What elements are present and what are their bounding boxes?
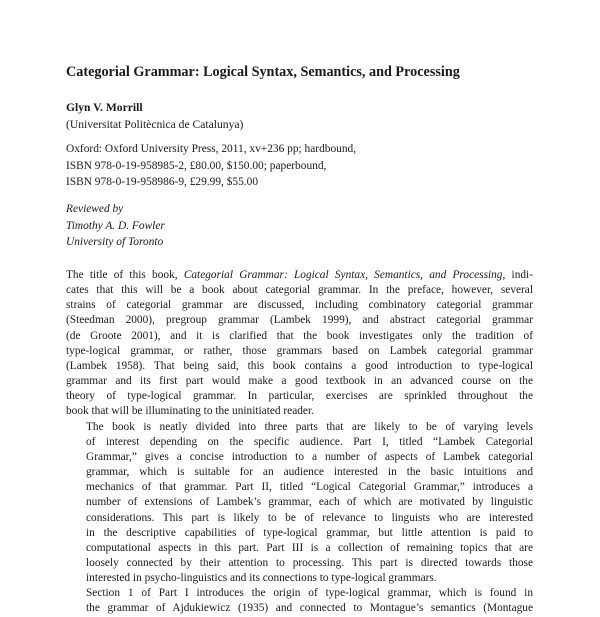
text-line: of interest depending on the specific audience. Part I, titled “Lambek Categorial (86, 435, 533, 448)
text-line: (Lambek 1958). That being said, this book contains a good introduction to type-logical (66, 359, 533, 372)
review-body (66, 268, 533, 617)
reviewer-affiliation: University of Toronto (66, 236, 164, 248)
text-line: (Steedman 2000), pregroup grammar (Lambek 1999), and abstract categorial grammar (66, 314, 533, 327)
publication-line: ISBN 978-0-19-958985-2, £80.00, $150.00; paperbound, (66, 159, 327, 172)
text-line: type-logical grammar, or rather, those grammars based on Lambek categorial grammar (66, 344, 533, 357)
text-line: the grammar of Ajdukiewicz (1935) and connected to Montague’s semantics (Montague (86, 602, 533, 615)
text-line: interested in psycho-linguistics and its connections to type-logical grammars. (86, 572, 437, 585)
paragraph-3 (66, 586, 533, 616)
author-block (66, 99, 243, 133)
text-line: theory of type-logical grammar. In particular, exercises are sprinkled throughout the (66, 390, 533, 403)
text-line: strains of categorial grammar are discussed, including combinatory categorial grammar (66, 299, 533, 312)
publication-details (66, 141, 356, 191)
paragraph-2 (66, 420, 533, 587)
text-line: The title of this book, Categorial Grammar: Logical Syntax, Semantics, and Processing, indi- (66, 269, 533, 281)
reviewer-block (66, 201, 165, 251)
text-line: in the descriptive capabilities of type-logical grammar, but little attention is paid to (86, 526, 533, 539)
author-affiliation: (Universitat Politècnica de Catalunya) (66, 118, 244, 131)
reviewed-by-label: Reviewed by (66, 203, 124, 215)
text-line: computational aspects in this part. Part III is a collection of remaining topics that are (86, 541, 533, 554)
text-line: Section 1 of Part I introduces the origin of type-logical grammar, which is found in (86, 587, 533, 600)
publication-line: Oxford: Oxford University Press, 2011, xv+236 pp; hardbound, (66, 143, 357, 155)
text-line: grammar and its first part would make a good textbook in an advanced course on the (66, 375, 533, 388)
book-title-italic: Categorial Grammar: Logical Syntax, Semantics, and Processing (183, 269, 503, 281)
text-line: cates that this will be a book about categorial grammar. In the preface, however, several (66, 284, 533, 297)
text-line: grammar, which is suitable for an audience interested in the basic intuitions and (86, 466, 533, 479)
text-line: Grammar,” gives a concise introduction to a number of aspects of Lambek categorial (86, 450, 533, 463)
publication-line: ISBN 978-0-19-958986-9, £29.99, $55.00 (66, 176, 259, 188)
text-line: (de Groote 2001), and it is clarified that the book investigates only the tradition of (66, 329, 533, 342)
text-line: loosely connected by their attention to processing. This part is directed towards those (86, 556, 533, 569)
text-line: considerations. This part is likely to be of relevance to linguists who are interested (86, 511, 533, 524)
text-line: number of extensions of Lambek’s grammar, each of which are motivated by linguistic (86, 496, 533, 509)
text-line: mechanics of that grammar. Part II, titled “Logical Categorial Grammar,” introduces a (86, 481, 533, 494)
paragraph-1 (66, 268, 533, 420)
text-line: The book is neatly divided into three parts that are likely to be of varying levels (86, 420, 533, 433)
author-name: Glyn V. Morrill (66, 101, 143, 114)
reviewer-name: Timothy A. D. Fowler (66, 219, 165, 232)
text-line: book that will be illuminating to the uninitiated reader. (66, 405, 314, 418)
review-title: Categorial Grammar: Logical Syntax, Semantics, and Processing (66, 64, 460, 80)
